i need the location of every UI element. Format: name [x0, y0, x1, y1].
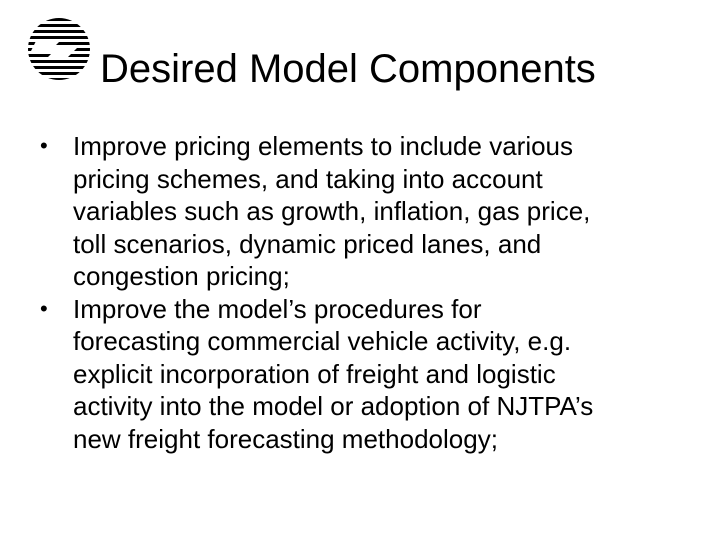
bullet-text-line: Improve pricing elements to include various [73, 131, 574, 161]
bullet-text-line: toll scenarios, dynamic priced lanes, and [73, 228, 542, 259]
bullet-text-line: variables such as growth, inflation, gas price, [73, 196, 591, 226]
striped-globe-logo-icon [26, 16, 92, 82]
bullet-list [40, 130, 700, 455]
bullet-marker: • [40, 295, 48, 321]
bullet-item-pricing [40, 130, 700, 293]
bullet-text-line: explicit incorporation of freight and logistic [73, 358, 556, 389]
bullet-text-line: congestion pricing; [73, 261, 290, 291]
bullet-text-line: forecasting commercial vehicle activity, e.g. [73, 326, 572, 356]
bullet-item-commercial-vehicle [40, 293, 700, 456]
slide-title: Desired Model Components [100, 47, 596, 91]
bullet-text-line: activity into the model or adoption of NJTPA’s [73, 391, 594, 421]
bullet-text-line: pricing schemes, and taking into account [73, 163, 543, 194]
bullet-text-line: new freight forecasting methodology; [73, 423, 498, 454]
bullet-marker: • [40, 133, 48, 158]
bullet-text-line: Improve the model’s procedures for [73, 293, 482, 324]
